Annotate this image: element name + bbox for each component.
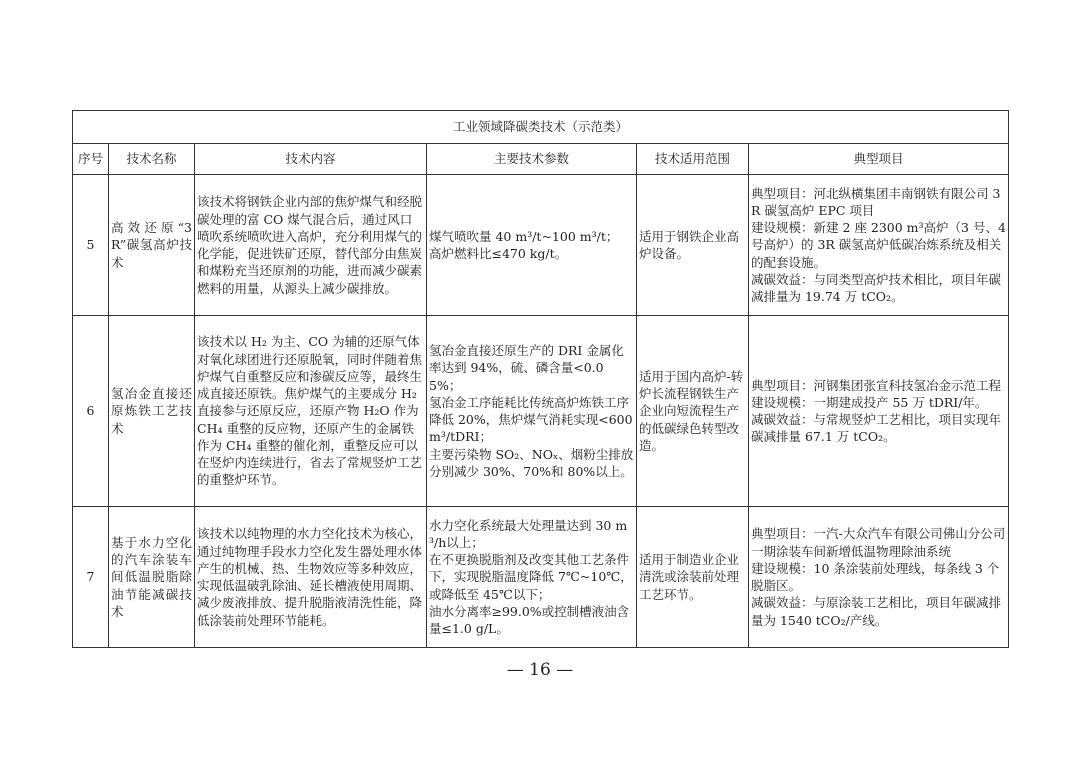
typical-project bbox=[749, 175, 1009, 316]
table-caption: 工业领域降碳类技术（示范类） bbox=[73, 111, 1009, 144]
project-line: 典型项目：河北纵横集团丰南钢铁有限公司 3R 碳氢高炉 EPC 项目 bbox=[751, 185, 1001, 218]
project-line: 典型项目：一汽-大众汽车有限公司佛山分公司一期涂装车间新增低温物理除油系统 bbox=[751, 526, 1006, 559]
param-line: 水力空化系统最大处理量达到 30 m³/h以上； bbox=[429, 517, 628, 550]
table-row bbox=[73, 507, 1009, 648]
table-header-row bbox=[73, 144, 1009, 175]
param-line: 氢冶金直接还原生产的 DRI 金属化率达到 94%，硫、磷含量<0.05%； bbox=[429, 343, 624, 393]
typical-project bbox=[749, 507, 1009, 648]
row-number: 6 bbox=[73, 316, 109, 507]
project-line: 典型项目：河钢集团张宣科技氢冶金示范工程 bbox=[751, 377, 1002, 393]
project-line: 减碳效益：与原涂装工艺相比，项目年碳减排量为 1540 tCO₂/产线。 bbox=[751, 595, 1002, 628]
tech-name: 基于水力空化的汽车涂装车间低温脱脂除油节能减碳技术 bbox=[109, 507, 195, 648]
tech-scope: 适用于国内高炉-转炉长流程钢铁生产企业向短流程生产的低碳绿色转型改造。 bbox=[637, 316, 749, 507]
tech-scope: 适用于钢铁企业高炉设备。 bbox=[637, 175, 749, 316]
header-params: 主要技术参数 bbox=[427, 144, 637, 175]
header-name: 技术名称 bbox=[109, 144, 195, 175]
row-number: 5 bbox=[73, 175, 109, 316]
typical-project bbox=[749, 316, 1009, 507]
table-row bbox=[73, 175, 1009, 316]
project-line: 建设规模：10 条涂装前处理线，每条线 3 个脱脂区。 bbox=[751, 560, 1000, 593]
tech-scope: 适用于制造业企业清洗或涂装前处理工艺环节。 bbox=[637, 507, 749, 648]
header-no: 序号 bbox=[73, 144, 109, 175]
project-line: 建设规模：新建 2 座 2300 m³高炉（3 号、4 号高炉）的 3R 碳氢高炉低碳冶炼系统及相关的配套设施。 bbox=[751, 220, 1006, 270]
header-project: 典型项目 bbox=[749, 144, 1009, 175]
param-line: 主要污染物 SO₂、NOₓ、烟粉尘排放分别减少 30%、70%和 80%以上。 bbox=[429, 446, 634, 479]
tech-params bbox=[427, 316, 637, 507]
tech-content: 该技术以 H₂ 为主、CO 为辅的还原气体对氧化球团进行还原脱氧，同时伴随着焦炉煤气自重整反应和渗碳反应等，最终生成直接还原铁。焦炉煤气的主要成分 H₂ 直接参与还原反应，还原产物 H₂O 作为 CH₄ 重整的反应物，还原产生的金属铁作为 CH₄ 重整的催化剂，重整反应可以在竖炉内连续进行，省去了常规竖炉工艺的重整炉环节。 bbox=[195, 316, 427, 507]
table-row bbox=[73, 316, 1009, 507]
param-line: 油水分离率≥99.0%或控制槽液油含量≤1.0 g/L。 bbox=[429, 603, 630, 637]
header-scope: 技术适用范围 bbox=[637, 144, 749, 175]
param-line: 高炉燃料比≤470 kg/t。 bbox=[429, 246, 568, 261]
tech-params bbox=[427, 175, 637, 316]
row-number: 7 bbox=[73, 507, 109, 648]
page-number: — 16 — bbox=[506, 660, 574, 680]
tech-params bbox=[427, 507, 637, 648]
param-line: 煤气喷吹量 40 m³/t~100 m³/t； bbox=[429, 228, 619, 244]
tech-name: 氢冶金直接还原炼铁工艺技术 bbox=[109, 316, 195, 507]
project-line: 减碳效益：与同类型高炉技术相比，项目年碳减排量为 19.74 万 tCO₂。 bbox=[751, 271, 1002, 305]
header-content: 技术内容 bbox=[195, 144, 427, 175]
tech-name: 高效还原“3R”碳氢高炉技术 bbox=[109, 175, 195, 316]
tech-table bbox=[72, 110, 1009, 648]
project-line: 减碳效益：与常规竖炉工艺相比，项目实现年碳减排量 67.1 万 tCO₂。 bbox=[751, 412, 1002, 445]
param-line: 氢冶金工序能耗比传统高炉炼铁工序降低 20%，焦炉煤气消耗实现<600 m³/tDRI； bbox=[429, 394, 633, 445]
project-line: 建设规模：一期建成投产 55 万 tDRI/年。 bbox=[751, 394, 988, 410]
tech-content: 该技术将钢铁企业内部的焦炉煤气和经脱碳处理的富 CO 煤气混合后，通过风口喷吹系统喷吹进入高炉，充分利用煤气的化学能，促进铁矿还原，替代部分由焦炭和煤粉充当还原剂的功能，进而减少碳素燃料的用量，从源头上减少碳排放。 bbox=[195, 175, 427, 316]
tech-content: 该技术以纯物理的水力空化技术为核心，通过纯物理手段水力空化发生器处理水体产生的机械、热、生物效应等多种效应，实现低温破乳除油、延长槽液使用周期、减少废液排放、提升脱脂液清洗性能，降低涂装前处理环节能耗。 bbox=[195, 507, 427, 648]
param-line: 在不更换脱脂剂及改变其他工艺条件下，实现脱脂温度降低 7℃~10℃，或降低至 45℃以下； bbox=[429, 552, 633, 602]
